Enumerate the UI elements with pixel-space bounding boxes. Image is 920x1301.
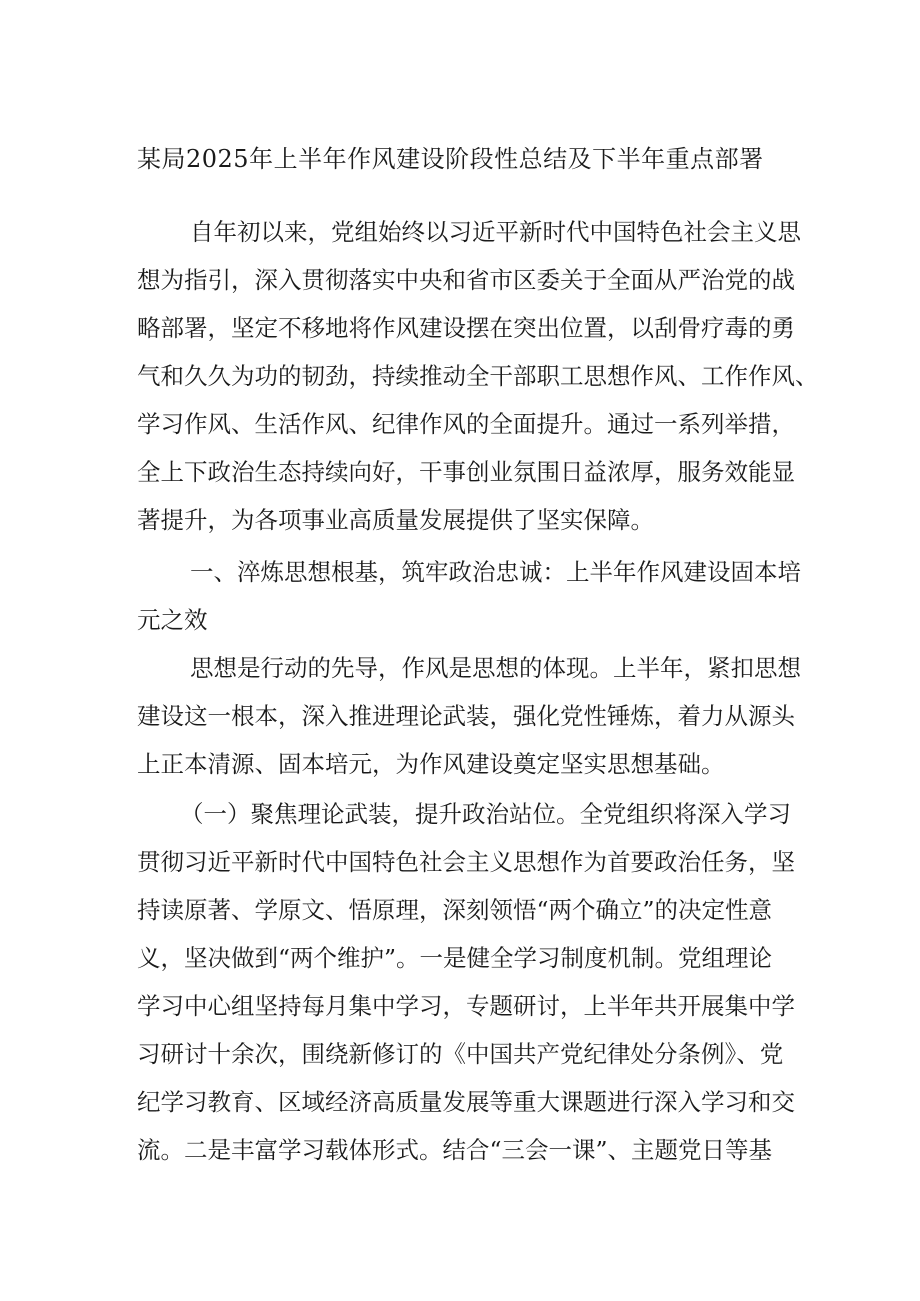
subsection-paragraph-line: 学习中心组坚持每月集中学习，专题研讨，上半年共开展集中学 — [137, 992, 795, 1020]
section-heading: 元之效 — [137, 606, 208, 634]
intro-line: 略部署，坚定不移地将作风建设摆在突出位置，以刮骨疗毒的勇 — [137, 314, 795, 342]
subsection-paragraph-line: 纪学习教育、区域经济高质量发展等重大课题进行深入学习和交 — [137, 1088, 795, 1116]
intro-line: 想为指引，深入贯彻落实中央和省市区委关于全面从严治党的战 — [137, 266, 795, 294]
intro-line: 著提升，为各项事业高质量发展提供了坚实保障。 — [137, 506, 654, 534]
intro-line: 学习作风、生活作风、纪律作风的全面提升。通过一系列举措， — [137, 410, 795, 438]
subsection-paragraph-line: 习研讨十余次，围绕新修订的《中国共产党纪律处分条例》、党 — [137, 1040, 784, 1068]
subsection-paragraph-line: 义，坚决做到“两个维护”。一是健全学习制度机制。党组理论 — [137, 944, 773, 972]
subsection-paragraph-line: 持读原著、学原文、悟原理，深刻领悟“两个确立”的决定性意 — [137, 896, 773, 924]
subsection-paragraph-line: 流。二是丰富学习载体形式。结合“三会一课”、主题党日等基 — [137, 1136, 773, 1164]
subsection-paragraph-line: 贯彻习近平新时代中国特色社会主义思想作为首要政治任务，坚 — [137, 848, 795, 876]
intro-line: 全上下政治生态持续向好，干事创业氛围日益浓厚，服务效能显 — [137, 458, 795, 486]
section-heading: 一、淬炼思想根基，筑牢政治忠诚：上半年作风建设固本培 — [190, 558, 801, 586]
document-title: 某局2025年上半年作风建设阶段性总结及下半年重点部署 — [137, 145, 764, 173]
section-paragraph-line: 建设这一根本，深入推进理论武装，强化党性锤炼，着力从源头 — [137, 702, 795, 730]
intro-line: 自年初以来，党组始终以习近平新时代中国特色社会主义思 — [190, 218, 801, 246]
section-paragraph-line: 思想是行动的先导，作风是思想的体现。上半年，紧扣思想 — [190, 654, 801, 682]
intro-line: 气和久久为功的韧劲，持续推动全干部职工思想作风、工作作风、 — [137, 362, 819, 390]
subsection-paragraph-line: （一）聚焦理论武装，提升政治站位。全党组织将深入学习 — [180, 800, 791, 828]
section-paragraph-line: 上正本清源、固本培元，为作风建设奠定坚实思想基础。 — [137, 750, 725, 778]
